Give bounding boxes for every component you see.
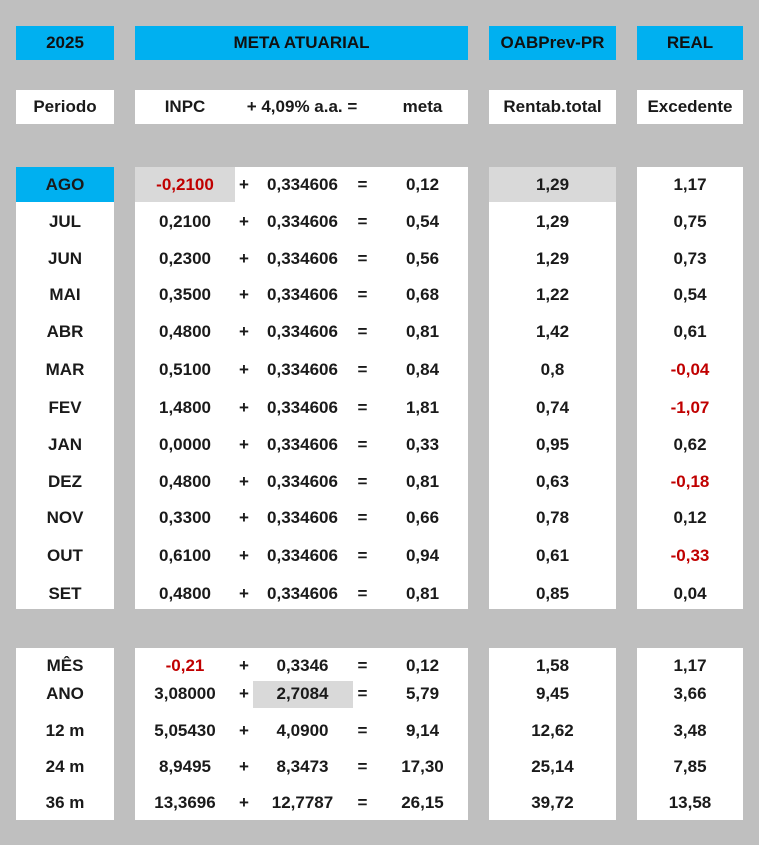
inpc-value: 0,4800 [159,584,211,603]
plus-sign: + [239,212,249,231]
real-value: 0,12 [673,508,707,527]
adjustment-value: 0,334606 [267,175,338,194]
real-value: -1,07 [670,398,710,417]
rentab-value: 0,8 [540,360,565,379]
adjustment-value: 0,334606 [267,398,338,417]
summary-period-label: ANO [46,684,84,703]
summary-rentab-value: 12,62 [531,721,574,740]
meta-value: 0,56 [405,249,440,268]
month-label: ABR [46,322,84,341]
real-value: 0,75 [673,212,707,231]
summary-real-value: 13,58 [668,793,712,812]
inpc-value: -0,2100 [156,175,214,194]
summary-inpc-value: 3,08000 [154,684,216,703]
inpc-value: 0,4800 [159,322,211,341]
inpc-value: 0,3500 [159,285,211,304]
inpc-value: 0,0000 [159,435,211,454]
adjustment-value: 0,334606 [267,435,338,454]
summary-period-label: 36 m [45,793,85,812]
equals-sign: = [357,508,368,527]
summary-period-label: 24 m [45,757,85,776]
rentab-label: Rentab.total [503,97,602,116]
equals-sign: = [357,435,368,454]
equals-sign: = [357,472,368,491]
rate-label: + 4,09% a.a. = [246,97,358,116]
equals-sign: = [357,249,368,268]
summary-meta-value: 9,14 [405,721,440,740]
real-value: -0,18 [670,472,710,491]
summary-equals-sign: = [357,684,368,703]
plus-sign: + [239,175,249,194]
rentab-value: 0,61 [535,546,570,565]
inpc-value: 0,4800 [159,472,211,491]
summary-adjustment-value: 8,3473 [276,757,329,776]
summary-inpc-value: -0,21 [165,656,205,675]
meta-value: 1,81 [405,398,440,417]
adjustment-value: 0,334606 [267,584,338,603]
meta-value: 0,33 [405,435,440,454]
plan-header-label: OABPrev-PR [500,33,605,52]
summary-inpc-value: 13,3696 [154,793,216,812]
real-value: 0,73 [673,249,707,268]
summary-adjustment-value: 0,3346 [276,656,329,675]
summary-real-value: 7,85 [673,757,707,776]
summary-rentab-value: 9,45 [535,684,570,703]
adjustment-value: 0,334606 [267,285,338,304]
meta-value: 0,68 [405,285,440,304]
equals-sign: = [357,322,368,341]
plus-sign: + [239,249,249,268]
plus-sign: + [239,285,249,304]
month-label: AGO [45,175,85,194]
summary-meta-value: 17,30 [401,757,444,776]
adjustment-value: 0,334606 [267,249,338,268]
summary-equals-sign: = [357,656,368,675]
summary-plus-sign: + [239,656,249,675]
month-label: JAN [47,435,82,454]
year-label: 2025 [46,33,84,52]
year-header [16,26,114,60]
rentab-value: 0,63 [535,472,570,491]
rentab-value: 1,29 [535,249,570,268]
meta-value: 0,12 [405,175,440,194]
summary-inpc-value: 8,9495 [159,757,211,776]
summary-adjustment-value: 12,7787 [271,793,334,812]
summary-rentab-value: 25,14 [531,757,574,776]
real-header [637,26,743,60]
equals-sign: = [357,285,368,304]
summary-plus-sign: + [239,793,249,812]
summary-plus-sign: + [239,757,249,776]
inpc-value: 1,4800 [159,398,211,417]
summary-real-value: 3,66 [673,684,707,703]
real-header-label: REAL [666,33,714,52]
month-label: MAI [49,285,81,304]
rentab-value: 1,22 [535,285,570,304]
real-value: 0,62 [673,435,707,454]
adjustment-value: 0,334606 [267,546,338,565]
meta-label: meta [402,97,443,116]
inpc-label: INPC [164,97,206,116]
adjustment-value: 0,334606 [267,212,338,231]
summary-meta-value: 26,15 [401,793,444,812]
equals-sign: = [357,584,368,603]
plus-sign: + [239,435,249,454]
inpc-value: 0,5100 [159,360,211,379]
summary-period-label: 12 m [45,721,85,740]
meta-value: 0,81 [405,472,440,491]
meta-value: 0,81 [405,322,440,341]
summary-adjustment-value: 2,7084 [276,684,329,703]
equals-sign: = [357,398,368,417]
plus-sign: + [239,472,249,491]
month-label: JUN [47,249,82,268]
summary-period-label: MÊS [46,656,84,675]
summary-real-value: 3,48 [673,721,707,740]
month-label: JUL [48,212,82,231]
meta-value: 0,84 [405,360,440,379]
inpc-value: 0,3300 [159,508,211,527]
month-label: OUT [47,546,83,565]
summary-equals-sign: = [357,757,368,776]
meta-value: 0,81 [405,584,440,603]
plus-sign: + [239,584,249,603]
inpc-value: 0,6100 [159,546,211,565]
equals-sign: = [357,175,368,194]
plus-sign: + [239,322,249,341]
excedente-label: Excedente [647,97,733,116]
summary-rentab-value: 39,72 [531,793,574,812]
summary-real-value: 1,17 [673,656,707,675]
real-value: 0,54 [673,285,707,304]
rentab-value: 1,29 [535,212,570,231]
meta-value: 0,54 [405,212,440,231]
rentab-value: 0,74 [535,398,570,417]
rentab-value: 0,85 [535,584,570,603]
meta-value: 0,66 [405,508,440,527]
real-value: 0,04 [673,584,707,603]
inpc-value: 0,2300 [159,249,211,268]
periodo-label: Periodo [33,97,97,116]
inpc-value: 0,2100 [159,212,211,231]
month-label: DEZ [48,472,82,491]
equals-sign: = [357,360,368,379]
month-label: NOV [46,508,84,527]
summary-rentab-value: 1,58 [535,656,570,675]
equals-sign: = [357,546,368,565]
adjustment-value: 0,334606 [267,322,338,341]
summary-equals-sign: = [357,721,368,740]
real-value: 0,61 [673,322,707,341]
meta-atuarial-header [135,26,468,60]
summary-inpc-value: 5,05430 [154,721,216,740]
adjustment-value: 0,334606 [267,360,338,379]
summary-equals-sign: = [357,793,368,812]
month-label: MAR [45,360,85,379]
rentab-value: 1,29 [535,175,570,194]
adjustment-value: 0,334606 [267,508,338,527]
rentab-value: 1,42 [535,322,570,341]
adjustment-value: 0,334606 [267,472,338,491]
equals-sign: = [357,212,368,231]
real-value: -0,33 [670,546,710,565]
plus-sign: + [239,398,249,417]
rentab-value: 0,78 [535,508,570,527]
summary-meta-value: 5,79 [405,684,440,703]
plan-header [489,26,616,60]
real-value: -0,04 [670,360,710,379]
plus-sign: + [239,546,249,565]
plus-sign: + [239,360,249,379]
summary-adjustment-value: 4,0900 [276,721,329,740]
rentab-value: 0,95 [535,435,570,454]
month-label: FEV [48,398,82,417]
summary-plus-sign: + [239,684,249,703]
meta-header-label: META ATUARIAL [233,33,370,52]
summary-meta-value: 0,12 [405,656,440,675]
real-value: 1,17 [673,175,707,194]
meta-value: 0,94 [405,546,440,565]
plus-sign: + [239,508,249,527]
summary-plus-sign: + [239,721,249,740]
month-label: SET [48,584,82,603]
